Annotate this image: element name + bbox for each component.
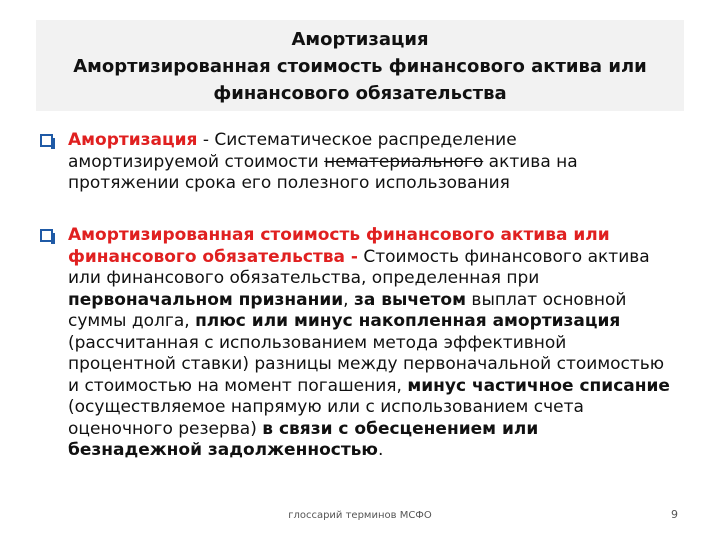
emphasis-partial-write-off: минус частичное списание	[407, 375, 670, 396]
bullet-amortization	[40, 130, 670, 195]
bullet-amortized-cost	[40, 225, 670, 462]
slide-title	[36, 20, 684, 111]
title-line-2: Амортизированная стоимость финансового актива или	[73, 56, 647, 77]
definition-part: Стоимость финансового актива или финансового обязательства, определенная при	[68, 246, 650, 288]
definition-part: (рассчитанная с использованием метода эффективной процентной ставки) разницы между первоначальной стоимостью и стоимостью на момент погашения,	[68, 332, 665, 396]
emphasis-minus: за вычетом	[353, 289, 467, 310]
definition-part: (осуществляемое напрямую или с использованием счета оценочного резерва)	[68, 397, 584, 439]
term-amortization: Амортизация	[68, 130, 198, 150]
struck-word: нематериального	[324, 151, 484, 172]
emphasis-initial-recognition: первоначальном признании	[68, 289, 344, 310]
title-line-3: финансового обязательства	[213, 83, 507, 104]
emphasis-accumulated-amortization: плюс или минус накопленная амортизация	[195, 311, 621, 331]
definition-text-end: актива на протяжении срока его полезного использования	[68, 151, 578, 193]
definition-part: выплат основной суммы долга,	[68, 289, 627, 331]
checkbox-bullet-icon	[40, 229, 53, 242]
checkbox-bullet-icon	[40, 134, 53, 147]
term-amortized-cost: Амортизированная стоимость финансового актива или финансового обязательства -	[68, 225, 610, 267]
title-line-1: Амортизация	[291, 29, 429, 50]
definition-part: ,	[343, 289, 354, 310]
separator: -	[197, 130, 215, 150]
footer-text: глоссарий терминов МСФО	[288, 510, 432, 521]
definition-end: .	[377, 440, 384, 460]
emphasis-impairment: в связи с обесценением или безнадежной задолженностью	[68, 418, 539, 460]
bullet-text	[68, 225, 670, 462]
definition-text: Систематическое распределение амортизируемой стоимости	[68, 130, 517, 172]
page-number: 9	[671, 508, 678, 521]
bullet-text	[68, 130, 670, 195]
